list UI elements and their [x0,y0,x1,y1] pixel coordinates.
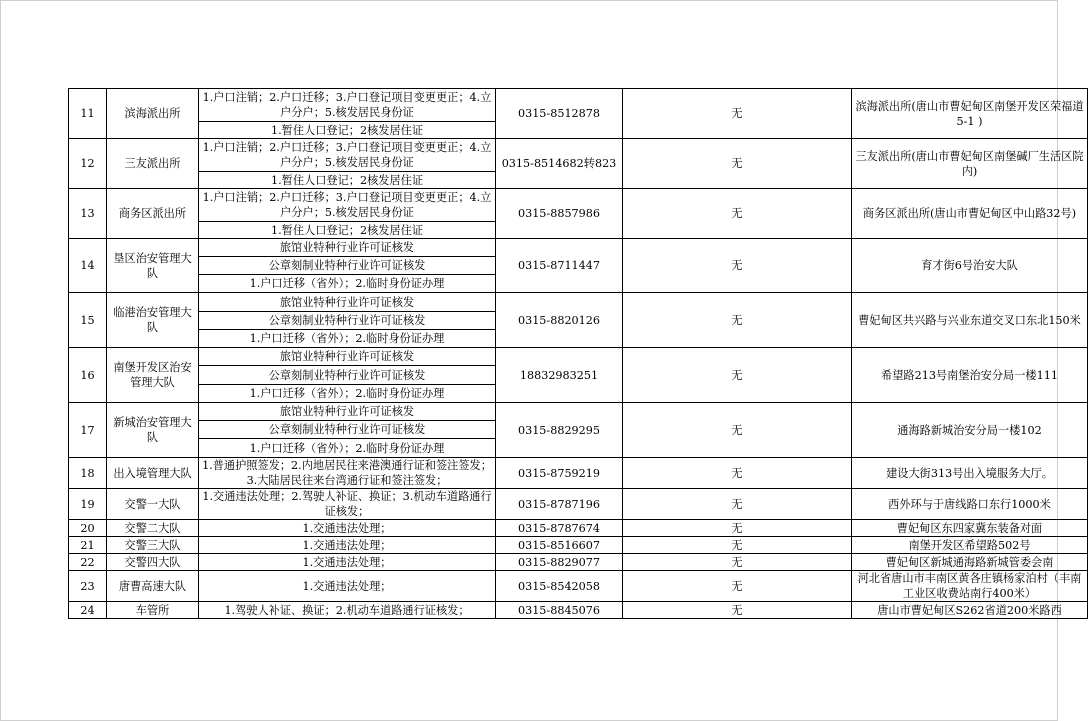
address: 曹妃甸区新城通海路新城管委会南 [852,554,1088,571]
table-row [69,458,1088,489]
table-row [69,293,1088,312]
table-row [69,520,1088,537]
unit-name: 垦区治安管理大队 [107,239,199,293]
fee: 无 [623,489,852,520]
phone-number: 0315-8829077 [496,554,623,571]
service-item: 1.交通违法处理； [199,571,496,602]
fee: 无 [623,571,852,602]
row-number: 11 [69,89,107,139]
service-item: 1.暂住人口登记；2核发居住证 [199,172,496,189]
service-item: 1.普通护照签发；2.内地居民往来港澳通行证和签注签发；3.大陆居民往来台湾通行证和签注签发； [199,458,496,489]
service-item: 1.暂住人口登记；2核发居住证 [199,222,496,239]
address: 曹妃甸区共兴路与兴业东道交叉口东北150米 [852,293,1088,348]
table-row [69,602,1088,619]
unit-name: 商务区派出所 [107,189,199,239]
row-number: 21 [69,537,107,554]
unit-name: 交警二大队 [107,520,199,537]
address: 建设大街313号出入境服务大厅。 [852,458,1088,489]
unit-name: 交警四大队 [107,554,199,571]
service-item: 公章刻制业特种行业许可证核发 [199,312,496,330]
address: 河北省唐山市丰南区黄各庄镇杨家泊村（丰南工业区收费站南行400米） [852,571,1088,602]
service-item: 1.交通违法处理； [199,537,496,554]
table-row [69,189,1088,222]
phone-number: 0315-8829295 [496,403,623,458]
fee: 无 [623,189,852,239]
unit-name: 出入境管理大队 [107,458,199,489]
service-item: 1.交通违法处理； [199,554,496,571]
service-item: 1.户口迁移（省外）；2.临时身份证办理 [199,330,496,348]
fee: 无 [623,537,852,554]
row-number: 24 [69,602,107,619]
address: 通海路新城治安分局一楼102 [852,403,1088,458]
address: 滨海派出所(唐山市曹妃甸区南堡开发区荣福道5-1 ) [852,89,1088,139]
fee: 无 [623,458,852,489]
service-item: 旅馆业特种行业许可证核发 [199,239,496,257]
address: 三友派出所(唐山市曹妃甸区南堡碱厂生活区院内) [852,139,1088,189]
row-number: 17 [69,403,107,458]
table-row [69,139,1088,172]
address: 曹妃甸区东四家冀东装备对面 [852,520,1088,537]
table-row [69,537,1088,554]
service-item: 旅馆业特种行业许可证核发 [199,293,496,312]
table-row [69,489,1088,520]
phone-number: 0315-8514682转823 [496,139,623,189]
unit-name: 滨海派出所 [107,89,199,139]
unit-name: 三友派出所 [107,139,199,189]
unit-name: 交警三大队 [107,537,199,554]
phone-number: 0315-8787674 [496,520,623,537]
service-item: 旅馆业特种行业许可证核发 [199,403,496,421]
row-number: 14 [69,239,107,293]
row-number: 12 [69,139,107,189]
service-item: 公章刻制业特种行业许可证核发 [199,421,496,439]
address: 西外环与于唐线路口东行1000米 [852,489,1088,520]
fee: 无 [623,403,852,458]
table-row [69,239,1088,257]
service-item: 公章刻制业特种行业许可证核发 [199,257,496,275]
address: 育才街6号治安大队 [852,239,1088,293]
row-number: 22 [69,554,107,571]
row-number: 15 [69,293,107,348]
service-item: 1.交通违法处理； [199,520,496,537]
service-item: 1.户口注销；2.户口迁移；3.户口登记项目变更更正；4.立户分户；5.核发居民身份证 [199,89,496,122]
row-number: 20 [69,520,107,537]
row-number: 18 [69,458,107,489]
row-number: 23 [69,571,107,602]
address: 唐山市曹妃甸区S262省道200米路西 [852,602,1088,619]
fee: 无 [623,554,852,571]
service-roster-table [68,88,1088,619]
phone-number: 0315-8845076 [496,602,623,619]
service-item: 1.户口注销；2.户口迁移；3.户口登记项目变更更正；4.立户分户；5.核发居民身份证 [199,139,496,172]
phone-number: 0315-8711447 [496,239,623,293]
phone-number: 0315-8820126 [496,293,623,348]
service-item: 1.户口迁移（省外）；2.临时身份证办理 [199,275,496,293]
service-item: 1.暂住人口登记；2核发居住证 [199,122,496,139]
unit-name: 车管所 [107,602,199,619]
table-row [69,571,1088,602]
phone-number: 18832983251 [496,348,623,403]
address: 南堡开发区希望路502号 [852,537,1088,554]
fee: 无 [623,520,852,537]
unit-name: 交警一大队 [107,489,199,520]
row-number: 13 [69,189,107,239]
row-number: 16 [69,348,107,403]
phone-number: 0315-8542058 [496,571,623,602]
phone-number: 0315-8512878 [496,89,623,139]
fee: 无 [623,293,852,348]
table-row [69,554,1088,571]
service-item: 公章刻制业特种行业许可证核发 [199,366,496,385]
phone-number: 0315-8787196 [496,489,623,520]
unit-name: 唐曹高速大队 [107,571,199,602]
row-number: 19 [69,489,107,520]
address: 商务区派出所(唐山市曹妃甸区中山路32号) [852,189,1088,239]
table-row [69,403,1088,421]
unit-name: 新城治安管理大队 [107,403,199,458]
unit-name: 临港治安管理大队 [107,293,199,348]
unit-name: 南堡开发区治安管理大队 [107,348,199,403]
phone-number: 0315-8759219 [496,458,623,489]
service-item: 1.户口迁移（省外）；2.临时身份证办理 [199,385,496,403]
service-item: 旅馆业特种行业许可证核发 [199,348,496,366]
phone-number: 0315-8857986 [496,189,623,239]
fee: 无 [623,348,852,403]
service-item: 1.驾驶人补证、换证；2.机动车道路通行证核发； [199,602,496,619]
table-row [69,89,1088,122]
fee: 无 [623,239,852,293]
service-item: 1.交通违法处理；2.驾驶人补证、换证；3.机动车道路通行证核发； [199,489,496,520]
fee: 无 [623,139,852,189]
service-item: 1.户口注销；2.户口迁移；3.户口登记项目变更更正；4.立户分户；5.核发居民身份证 [199,189,496,222]
fee: 无 [623,89,852,139]
table-row [69,348,1088,366]
fee: 无 [623,602,852,619]
service-item: 1.户口迁移（省外）；2.临时身份证办理 [199,439,496,458]
phone-number: 0315-8516607 [496,537,623,554]
address: 希望路213号南堡治安分局一楼111 [852,348,1088,403]
